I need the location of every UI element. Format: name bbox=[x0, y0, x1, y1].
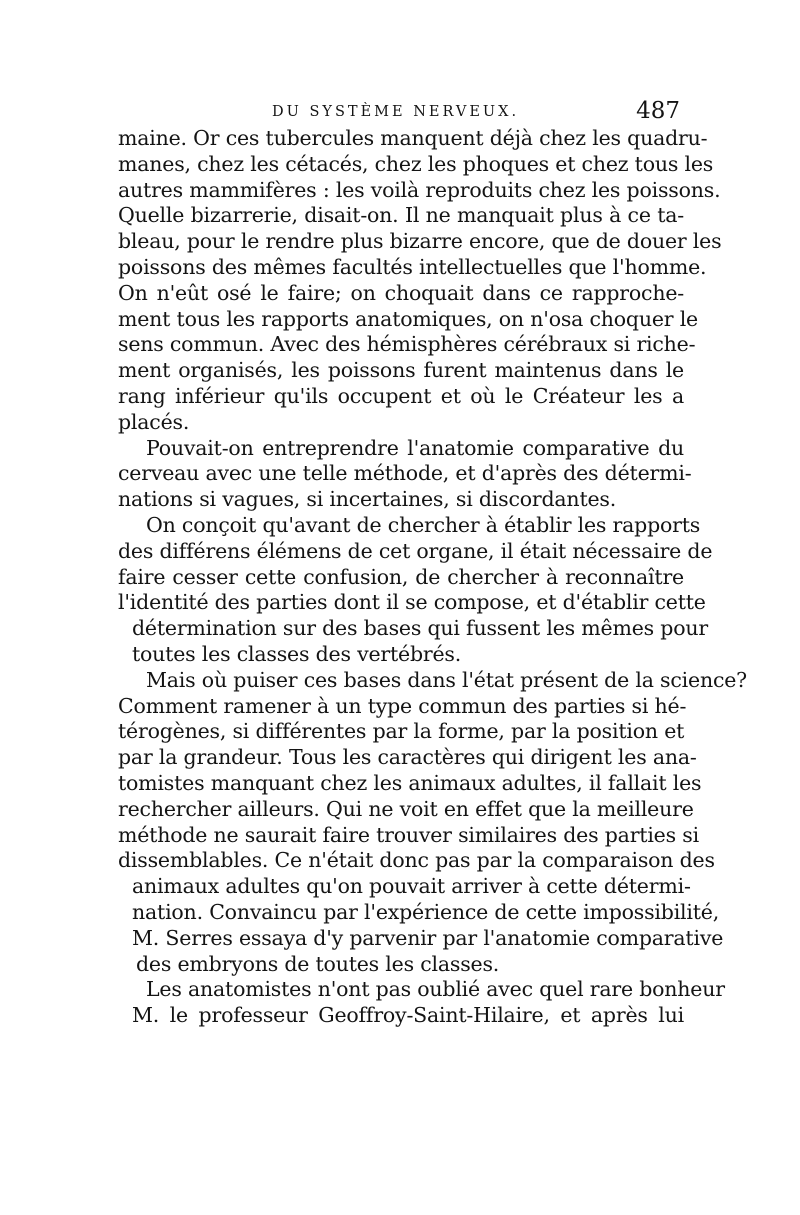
text-line: animaux adultes qu'on pouvait arriver à cette détermi- bbox=[132, 874, 691, 899]
text-line: des embryons de toutes les classes. bbox=[136, 951, 500, 976]
body-text bbox=[118, 126, 747, 1029]
text-line: toutes les classes des vertébrés. bbox=[132, 641, 462, 666]
text-line: Quelle bizarrerie, disait-on. Il ne manquait plus à ce ta- bbox=[118, 203, 684, 228]
text-line: l'identité des parties dont il se compose, et d'établir cette bbox=[118, 590, 706, 615]
text-line: des différens élémens de cet organe, il était nécessaire de bbox=[118, 538, 713, 563]
text-line: tomistes manquant chez les animaux adultes, il fallait les bbox=[118, 770, 702, 795]
text-line: ment tous les rapports anatomiques, on n'osa choquer le bbox=[118, 306, 698, 331]
text-line: maine. Or ces tubercules manquent déjà chez les quadru- bbox=[118, 126, 708, 150]
text-line: Mais où puiser ces bases dans l'état présent de la science? bbox=[146, 667, 747, 692]
text-line: ment organisés, les poissons furent maintenus dans le bbox=[118, 358, 684, 383]
text-line: autres mammifères : les voilà reproduits chez les poissons. bbox=[118, 177, 721, 202]
text-line: rechercher ailleurs. Qui ne voit en effet que la meilleure bbox=[118, 796, 694, 821]
page-number: 487 bbox=[636, 98, 680, 124]
running-title: DU SYSTÈME NERVEUX. bbox=[272, 104, 520, 120]
text-line: Pouvait-on entreprendre l'anatomie comparative du bbox=[146, 435, 684, 460]
text-line: rang inférieur qu'ils occupent et où le Créateur les a bbox=[118, 383, 684, 408]
text-line: nation. Convaincu par l'expérience de cette impossibilité, bbox=[132, 899, 720, 924]
text-line: faire cesser cette confusion, de chercher à reconnaître bbox=[118, 564, 684, 589]
text-line: On conçoit qu'avant de chercher à établir les rapports bbox=[146, 512, 701, 537]
text-line: Comment ramener à un type commun des parties si hé- bbox=[118, 693, 687, 718]
text-line: térogènes, si différentes par la forme, par la position et bbox=[118, 719, 685, 744]
text-line: par la grandeur. Tous les caractères qui dirigent les ana- bbox=[118, 745, 697, 770]
text-line: M. le professeur Geoffroy-Saint-Hilaire, et après lui bbox=[132, 1003, 684, 1028]
text-line: poissons des mêmes facultés intellectuelles que l'homme. bbox=[118, 254, 707, 279]
text-line: nations si vagues, si incertaines, si discordantes. bbox=[118, 487, 617, 512]
text-line: méthode ne saurait faire trouver similaires des parties si bbox=[118, 822, 699, 847]
text-line: bleau, pour le rendre plus bizarre encore, que de douer les bbox=[118, 229, 722, 254]
text-line: sens commun. Avec des hémisphères cérébraux si riche- bbox=[118, 332, 696, 357]
text-line: placés. bbox=[118, 409, 190, 434]
text-line: dissemblables. Ce n'était donc pas par la comparaison des bbox=[118, 848, 715, 873]
text-line: M. Serres essaya d'y parvenir par l'anatomie comparative bbox=[132, 925, 724, 950]
text-line: manes, chez les cétacés, chez les phoques et chez tous les bbox=[118, 151, 714, 176]
text-line: Les anatomistes n'ont pas oublié avec quel rare bonheur bbox=[146, 977, 725, 1002]
text-line: On n'eût osé le faire; on choquait dans ce rapproche- bbox=[118, 280, 684, 305]
text-line: détermination sur des bases qui fussent les mêmes pour bbox=[132, 616, 708, 641]
text-line: cerveau avec une telle méthode, et d'après des détermi- bbox=[118, 461, 692, 486]
